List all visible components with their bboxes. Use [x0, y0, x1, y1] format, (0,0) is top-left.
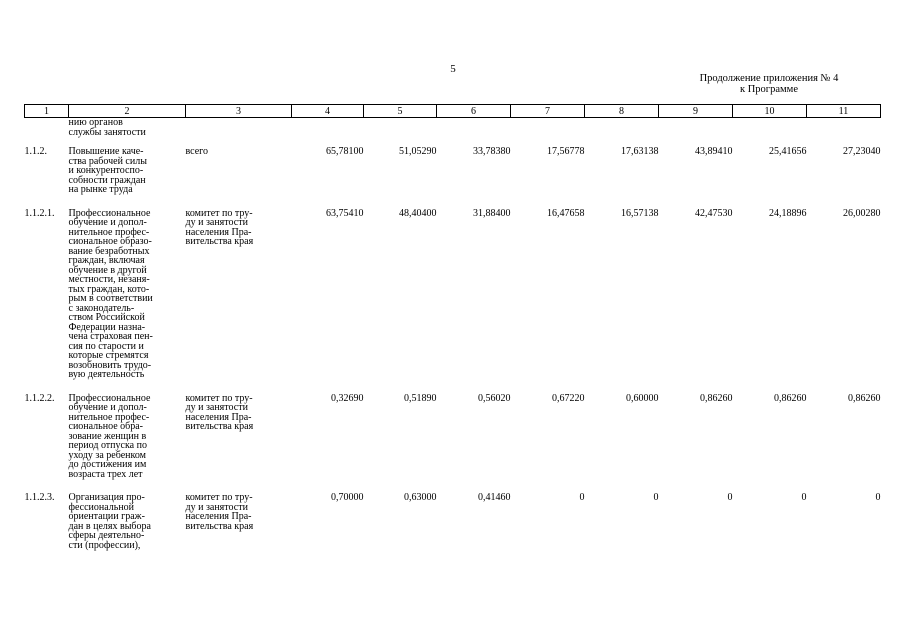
page-number: 5: [450, 63, 456, 75]
table-row: [25, 147, 881, 209]
column-header-3: 3: [186, 105, 292, 118]
row-name: Организация про- фессиональной ориентации граж- дан в целях выбора сферы деятельно- сти (профессии),: [68, 492, 151, 551]
appendix-note-line-2: к Программе: [740, 83, 798, 95]
row-value: 24,18896: [769, 207, 807, 219]
column-header-10: 10: [733, 105, 807, 118]
column-header-8: 8: [585, 105, 659, 118]
row-value: 0,86260: [700, 392, 733, 404]
row-value: 0,32690: [331, 392, 364, 404]
row-value: 0,86260: [848, 392, 881, 404]
row-value: 0,67220: [552, 392, 585, 404]
row-executor: комитет по тру- ду и занятости населения Пра- вительства края: [185, 392, 254, 432]
row-value: 0,60000: [626, 392, 659, 404]
row-value: 31,88400: [473, 207, 511, 219]
row-value: 0,41460: [478, 492, 511, 503]
column-header-6: 6: [437, 105, 511, 118]
row-value: 0: [727, 492, 733, 503]
row-value: 63,75410: [326, 207, 364, 219]
row-value: 0: [579, 492, 585, 503]
row-value: 43,89410: [695, 146, 733, 157]
table-header-row: [25, 105, 881, 118]
row-value: 51,05290: [399, 146, 437, 157]
column-header-2: 2: [69, 105, 186, 118]
table-row: [25, 394, 881, 494]
row-value: 17,63138: [621, 146, 659, 157]
row-value: 48,40400: [399, 207, 437, 219]
row-name: Повышение каче- ства рабочей силы и конкурентоспо- собности граждан на рынке труда: [68, 146, 147, 195]
row-value: 0,70000: [331, 492, 364, 503]
column-header-7: 7: [511, 105, 585, 118]
row-executor: комитет по тру- ду и занятости населения Пра- вительства края: [185, 207, 254, 247]
row-executor: всего: [185, 146, 209, 157]
column-header-1: 1: [25, 105, 69, 118]
row-number: 1.1.2.2.: [24, 392, 55, 404]
row-value: 0,51890: [404, 392, 437, 404]
row-value: 0: [653, 492, 659, 503]
column-header-4: 4: [292, 105, 364, 118]
column-header-5: 5: [364, 105, 437, 118]
row-name: Профессиональное обучение и допол- нительное профес- сиональное обра- зование женщин в период отпуска по уходу за ребенком до достижения им возраста трех лет: [68, 392, 151, 480]
row-number: 1.1.2.3.: [24, 492, 55, 503]
row-value: 16,47658: [547, 207, 585, 219]
column-header-11: 11: [807, 105, 881, 118]
row-executor: комитет по тру- ду и занятости населения Пра- вительства края: [185, 492, 254, 532]
row-number: 1.1.2.: [24, 146, 47, 157]
row-value: 33,78380: [473, 146, 511, 157]
row-value: 65,78100: [326, 146, 364, 157]
row-number: 1.1.2.1.: [24, 207, 55, 219]
continuation-text: нию органов службы занятости: [68, 117, 146, 138]
row-value: 42,47530: [695, 207, 733, 219]
row-name: Профессиональное обучение и допол- нительное профес- сиональное образо- вание безработных граждан, включая обучение в другой местности, незаня- тых граждан, кото- рым в соответствии с законодатель- ством Российской Федерации назна- чена страховая пен- сия по старости и которые стремятся возобновить трудо- вую деятельность: [68, 207, 153, 380]
row-value: 16,57138: [621, 207, 659, 219]
row-value: 27,23040: [843, 146, 881, 157]
row-value: 0,63000: [404, 492, 437, 503]
table-row: [25, 493, 881, 564]
row-value: 0: [801, 492, 807, 503]
table-row-continuation: [25, 118, 881, 148]
row-value: 0,56020: [478, 392, 511, 404]
row-value: 26,00280: [843, 207, 881, 219]
appendix-note-line-1: Продолжение приложения № 4: [699, 73, 839, 84]
table-row: [25, 209, 881, 394]
row-value: 17,56778: [547, 146, 585, 157]
column-header-9: 9: [659, 105, 733, 118]
row-value: 0,86260: [774, 392, 807, 404]
appendix-note: [660, 74, 878, 95]
budget-table: [24, 104, 881, 564]
row-value: 25,41656: [769, 146, 807, 157]
row-value: 0: [875, 492, 881, 503]
